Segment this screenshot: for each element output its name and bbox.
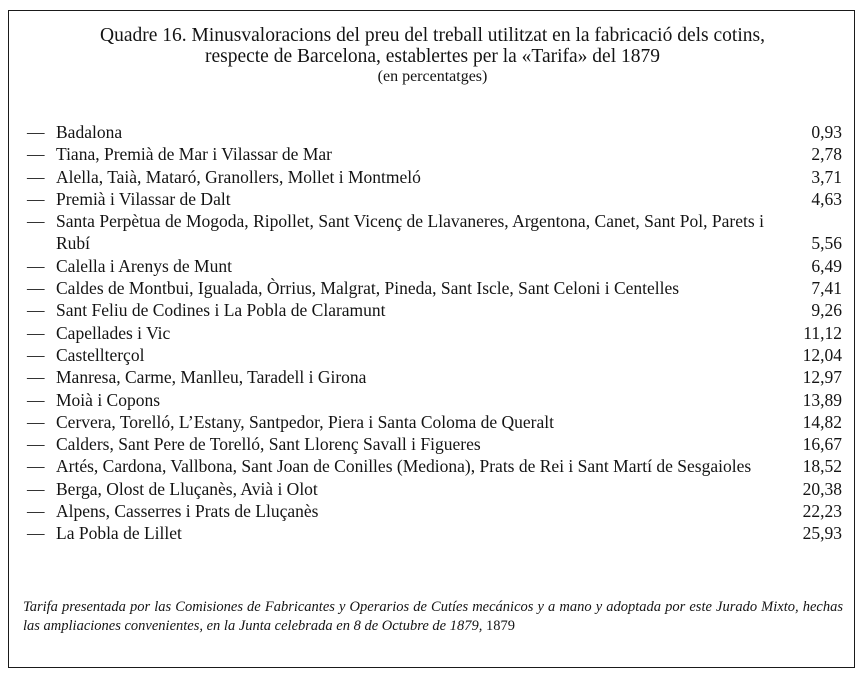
table-frame bbox=[8, 10, 855, 668]
row-dash: — bbox=[27, 389, 45, 410]
row-label: Capellades i Vic bbox=[56, 322, 171, 343]
source-note bbox=[23, 598, 843, 635]
row-value: 9,26 bbox=[811, 300, 842, 321]
row-value: 0,93 bbox=[811, 122, 842, 142]
table-row bbox=[27, 500, 842, 522]
table-row bbox=[27, 121, 842, 143]
row-value: 3,71 bbox=[811, 166, 842, 187]
row-value: 22,23 bbox=[802, 501, 842, 522]
row-value: 12,97 bbox=[802, 367, 842, 388]
table-header bbox=[9, 25, 856, 86]
row-dash: — bbox=[27, 523, 45, 544]
row-label: La Pobla de Lillet bbox=[56, 523, 182, 544]
row-value: 2,78 bbox=[811, 144, 842, 165]
row-value: 18,52 bbox=[802, 456, 842, 477]
row-dash: — bbox=[27, 122, 45, 142]
table-row bbox=[27, 455, 842, 477]
table-row bbox=[27, 322, 842, 344]
row-dash: — bbox=[27, 300, 45, 321]
row-label: Calders, Sant Pere de Torelló, Sant Llorenç Savall i Figueres bbox=[56, 434, 481, 455]
table-row bbox=[27, 255, 842, 277]
row-label: Cervera, Torelló, L’Estany, Santpedor, Piera i Santa Coloma de Queralt bbox=[56, 411, 554, 432]
table-row bbox=[27, 366, 842, 388]
row-label: Calella i Arenys de Munt bbox=[56, 255, 232, 276]
row-label: Santa Perpètua de Mogoda, Ripollet, Sant Vicenç de Llavaneres, Argentona, Canet, Sant Pol, Parets i Rubí bbox=[56, 211, 764, 254]
row-label: Alpens, Casserres i Prats de Lluçanès bbox=[56, 501, 319, 522]
row-value: 16,67 bbox=[802, 434, 842, 455]
table-row bbox=[27, 344, 842, 366]
table-row bbox=[27, 411, 842, 433]
table-subtitle: (en percentatges) bbox=[377, 68, 488, 85]
source-note-year: 1879 bbox=[485, 617, 515, 634]
row-dash: — bbox=[27, 211, 45, 232]
table-row bbox=[27, 522, 842, 544]
row-dash: — bbox=[27, 322, 45, 343]
row-dash: — bbox=[27, 144, 45, 165]
row-label: Alella, Taià, Mataró, Granollers, Mollet i Montmeló bbox=[56, 166, 421, 187]
row-dash: — bbox=[27, 501, 45, 522]
table-row bbox=[27, 478, 842, 500]
row-label: Moià i Copons bbox=[56, 389, 161, 410]
row-value: 13,89 bbox=[802, 389, 842, 410]
row-dash: — bbox=[27, 166, 45, 187]
row-label: Artés, Cardona, Vallbona, Sant Joan de Conilles (Mediona), Prats de Rei i Sant Martí de Sesgaioles bbox=[56, 456, 752, 477]
table-row bbox=[27, 277, 842, 299]
table-row bbox=[27, 433, 842, 455]
row-value: 14,82 bbox=[802, 411, 842, 432]
row-dash: — bbox=[27, 434, 45, 455]
table-row bbox=[27, 210, 842, 255]
row-value: 20,38 bbox=[802, 478, 842, 499]
row-value: 5,56 bbox=[811, 233, 842, 254]
row-dash: — bbox=[27, 188, 45, 209]
row-label: Manresa, Carme, Manlleu, Taradell i Girona bbox=[56, 367, 367, 388]
row-value: 25,93 bbox=[802, 523, 842, 544]
table-row bbox=[27, 143, 842, 165]
table-title-line-1: Quadre 16. Minusvaloracions del preu del treball utilitzat en la fabricació dels cotins, bbox=[100, 25, 765, 46]
row-value: 11,12 bbox=[803, 322, 842, 343]
row-value: 6,49 bbox=[811, 255, 842, 276]
table-row bbox=[27, 188, 842, 210]
row-label: Sant Feliu de Codines i La Pobla de Claramunt bbox=[56, 300, 386, 321]
row-dash: — bbox=[27, 456, 45, 477]
row-label: Tiana, Premià de Mar i Vilassar de Mar bbox=[56, 144, 332, 165]
row-dash: — bbox=[27, 411, 45, 432]
row-value: 7,41 bbox=[811, 278, 842, 299]
row-label: Caldes de Montbui, Igualada, Òrrius, Malgrat, Pineda, Sant Iscle, Sant Celoni i Centelles bbox=[56, 278, 680, 299]
row-dash: — bbox=[27, 367, 45, 388]
row-label: Berga, Olost de Lluçanès, Avià i Olot bbox=[56, 478, 318, 499]
row-dash: — bbox=[27, 255, 45, 276]
row-label: Badalona bbox=[56, 122, 123, 142]
table-row bbox=[27, 389, 842, 411]
table-title-line-2: respecte de Barcelona, establertes per la «Tarifa» del 1879 bbox=[204, 46, 661, 67]
row-dash: — bbox=[27, 344, 45, 365]
row-dash: — bbox=[27, 478, 45, 499]
row-label: Castellterçol bbox=[56, 344, 145, 365]
row-dash: — bbox=[27, 278, 45, 299]
table-row bbox=[27, 299, 842, 321]
table-rows bbox=[27, 121, 842, 545]
source-note-text: Tarifa presentada por las Comisiones de Fabricantes y Operarios de Cutíes mecánicos y a mano y adoptada por este Jurado Mixto, hechas las ampliaciones convenientes, en la Junta celebrada en 8 de Octubre de 1879, bbox=[23, 599, 843, 634]
row-value: 12,04 bbox=[802, 344, 842, 365]
table-row bbox=[27, 166, 842, 188]
row-label: Premià i Vilassar de Dalt bbox=[56, 188, 231, 209]
row-value: 4,63 bbox=[811, 188, 842, 209]
